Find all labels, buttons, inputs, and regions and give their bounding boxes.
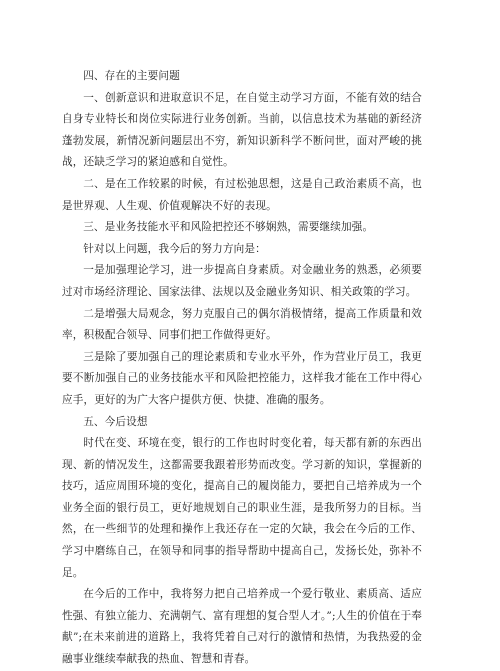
section-heading-problems: 四、存在的主要问题 [83,70,180,82]
paragraph-direction-intro: 针对以上问题，我今后的努力方向是： [83,242,266,255]
paragraph-problem-2: 二、是在工作较累的时候，有过松弛思想，这是自己政治素质不高，也是世界观、人生观、价值观解决不好的表现。 [62,177,422,212]
paragraph-direction-2: 二是增强大局观念，努力克服自己的偶尔消极情绪，提高工作质量和效率，积极配合领导、同事们把工作做得更好。 [62,307,422,342]
section-heading-plans: 五、今后设想 [83,415,148,428]
paragraph-direction-3: 三是除了要加强自己的理论素质和专业水平外，作为营业厅员工，我更要不断加强自己的业务技能水平和风险把控能力，这样我才能在工作中得心应手，更好的为广大客户提供方便、快捷、准确的服务。 [62,350,422,406]
paragraph-plans-1: 时代在变、环境在变，银行的工作也时时变化着，每天都有新的东西出现、新的情况发生，这都需要我跟着形势而改变。学习新的知识，掌握新的技巧，适应周围环境的变化，提高自己的履岗能力，要把自己培养成为一个业务全面的银行员工，更好地规划自己的职业生涯，是我所努力的目标。当然，在一些细节的处理和操作上我还存在一定的欠缺，我会在今后的工作、学习中磨练自己，在领导和同事的指导帮助中提高自己，发扬长处，弥补不足。 [62,437,422,579]
paragraph-plans-2: 在今后的工作中，我将努力把自己培养成一个爱行敬业、素质高、适应性强、有独立能力、充满朝气、富有理想的复合型人才。”;人生的价值在于奉献”;在未来前进的道路上，我将凭着自己对行的激情和热情，为我热爱的金融事业继续奉献我的热血、智慧和青春。 [62,588,422,666]
paragraph-direction-1: 一是加强理论学习，进一步提高自身素质。对金融业务的熟悉，必须要过对市场经济理论、国家法律、法规以及金融业务知识、相关政策的学习。 [62,264,422,298]
document-page [62,66,422,671]
paragraph-problem-3: 三、是业务技能水平和风险把控还不够娴熟，需要继续加强。 [83,221,374,234]
paragraph-problem-1: 一、创新意识和进取意识不足，在自觉主动学习方面，不能有效的结合自身专业特长和岗位实际进行业务创新。当前，以信息技术为基础的新经济蓬勃发展，新情况新问题层出不穷，新知识新科学不断问世，面对严峻的挑战，还缺乏学习的紧迫感和自觉性。 [62,91,422,169]
